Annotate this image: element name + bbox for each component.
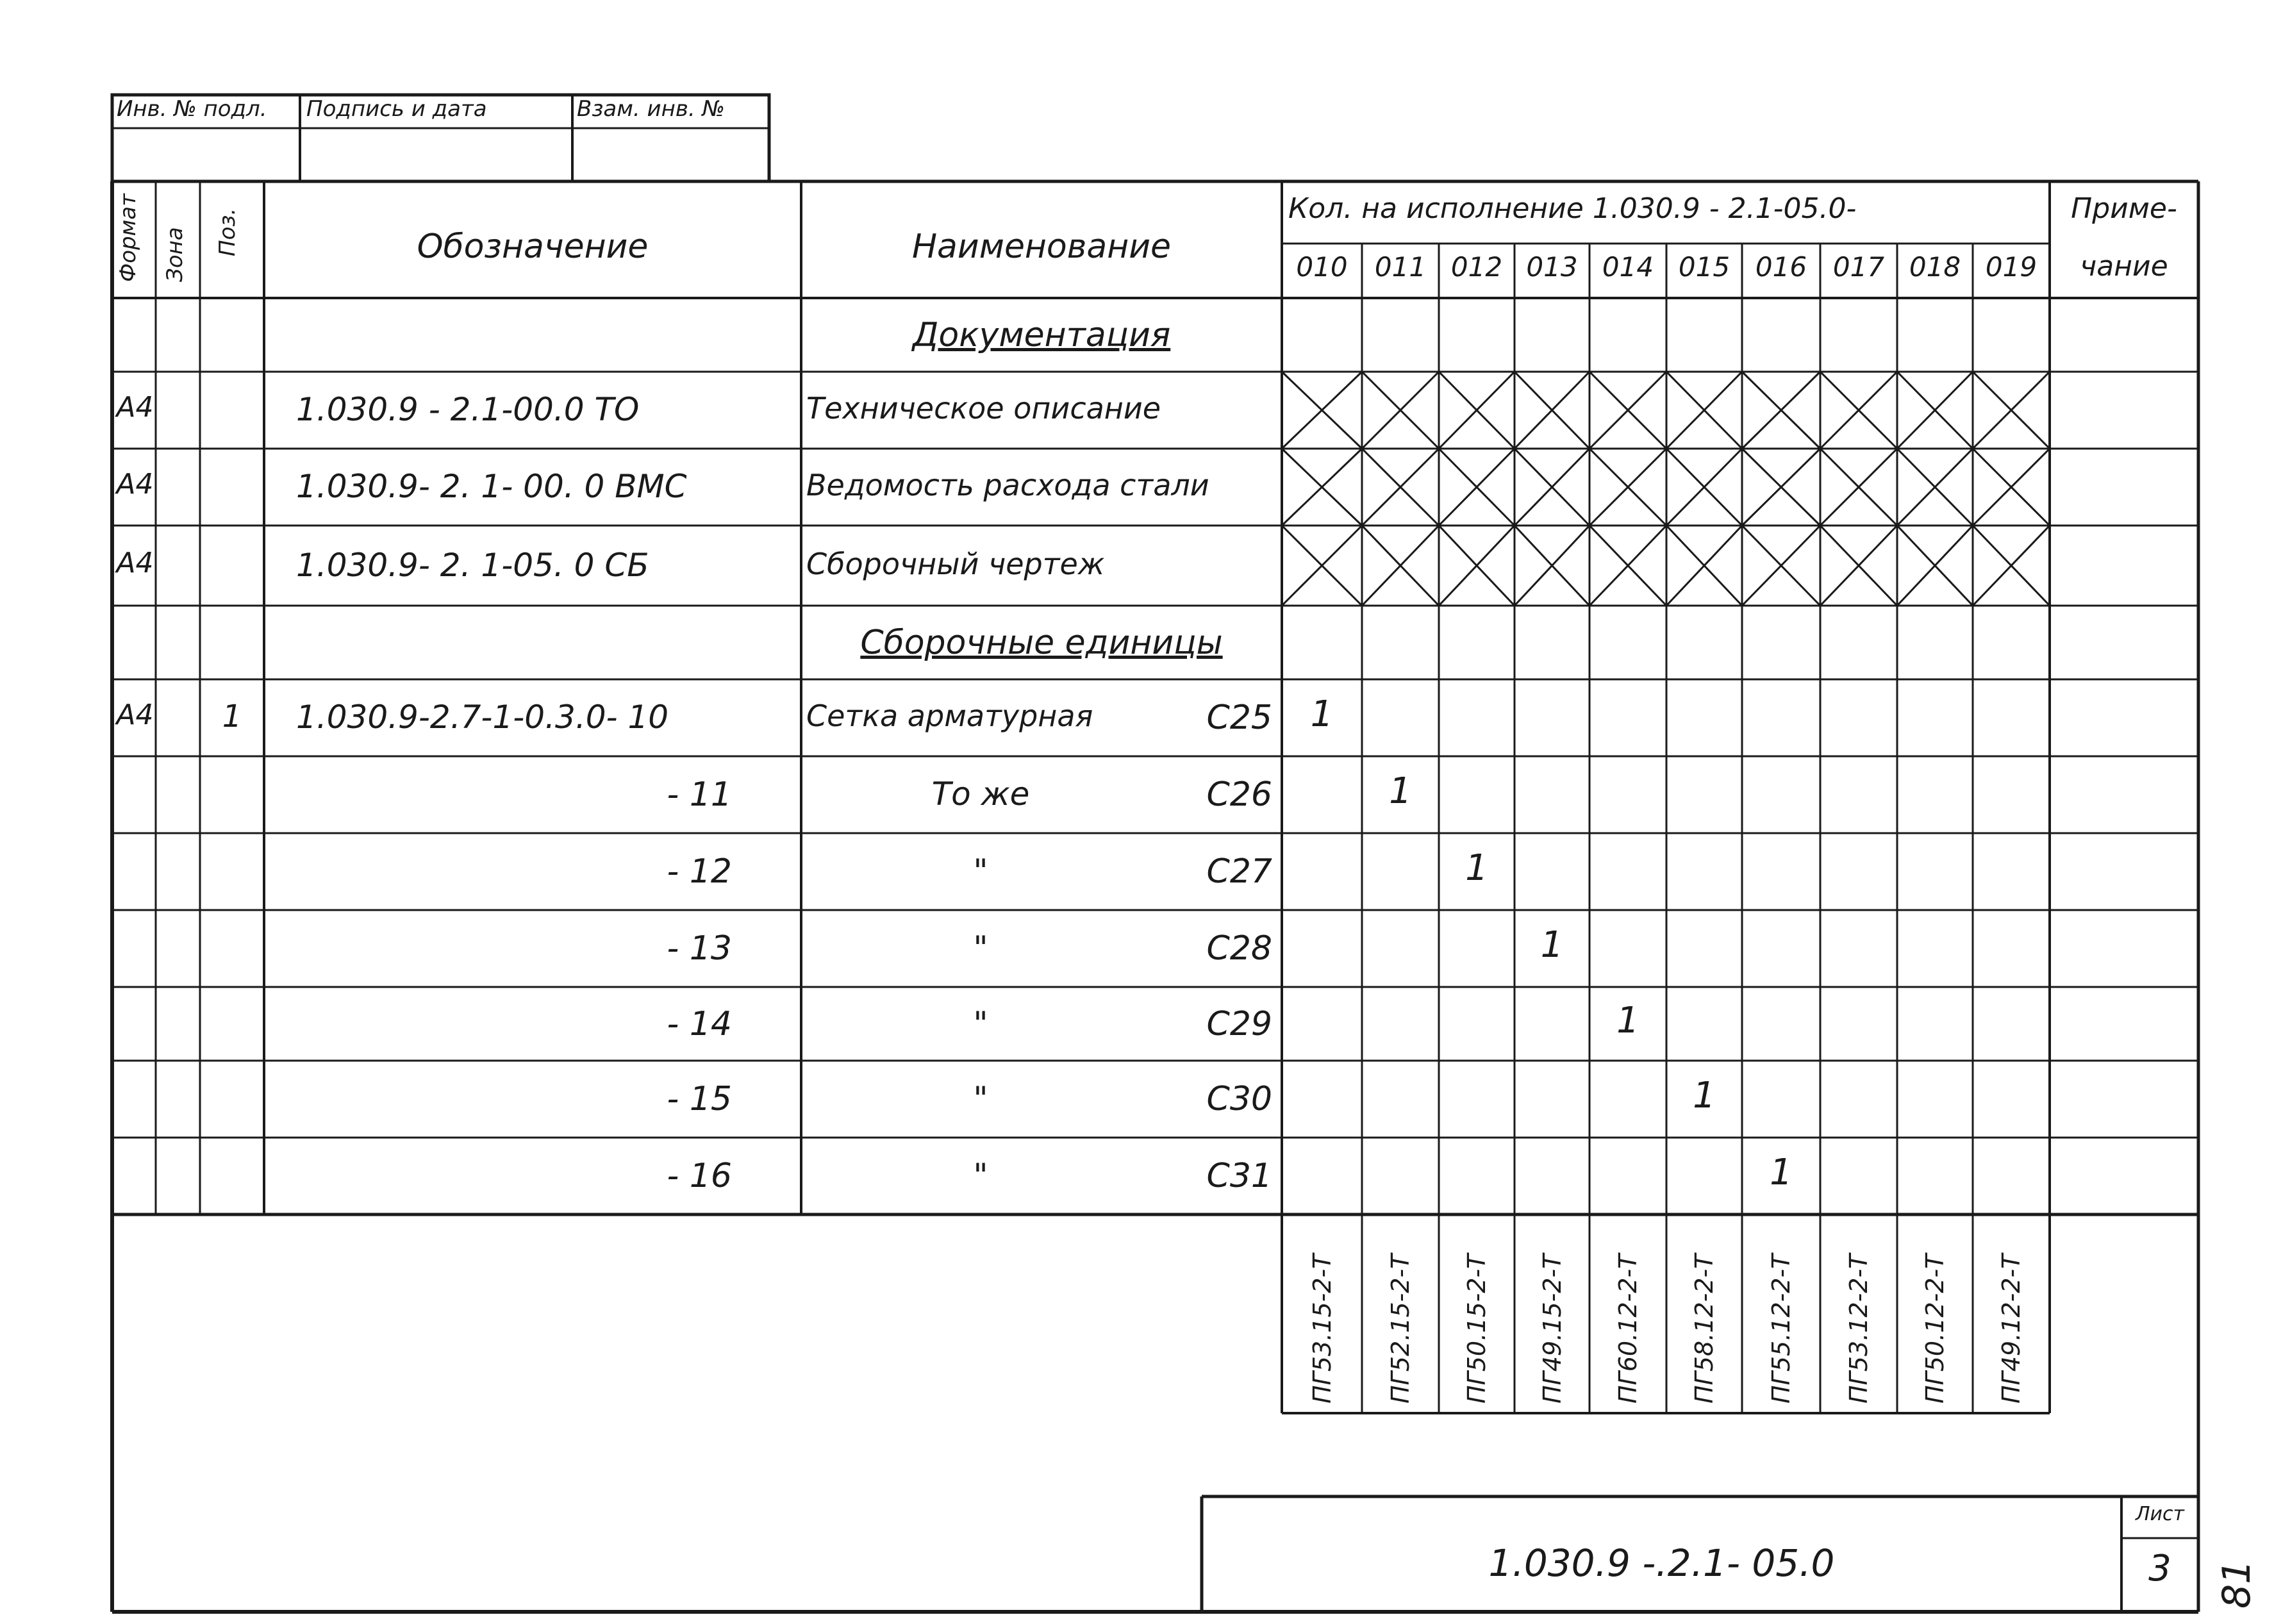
col-format-header: Формат [115,194,141,282]
row-designation: 1.030.9- 2. 1- 00. 0 ВМС [296,468,687,505]
row-name: " [973,929,988,966]
sheet-number: 3 [2148,1548,2171,1589]
qty-cell: 1 [1693,1075,1716,1116]
row-name: Ведомость расхода стали [806,468,1209,502]
row-designation: - 14 [667,1004,732,1043]
product-code: ПГ53.15-2-Т [1307,1254,1336,1404]
row-designation: 1.030.9- 2. 1-05. 0 СБ [296,546,649,584]
variant-header-017: 017 [1832,251,1885,283]
variant-header-014: 014 [1602,251,1654,283]
col-name-header: Наименование [911,228,1172,266]
qty-cell: 1 [1465,847,1488,889]
row-pos: 1 [222,699,242,734]
product-code: ПГ53.12-2-Т [1845,1254,1873,1404]
row-format: А4 [116,699,154,731]
row-code: С26 [1206,775,1272,814]
col-qty-header: Кол. на исполнение 1.030.9 - 2.1-05.0- [1288,192,1857,225]
row-code: С31 [1206,1157,1272,1195]
row-code: С27 [1206,852,1272,891]
qty-cell: 1 [1389,770,1412,812]
row-code: С29 [1206,1004,1272,1043]
section-heading: Документация [912,315,1171,354]
variant-header-015: 015 [1678,251,1730,283]
row-designation: - 15 [667,1080,732,1118]
row-name: " [973,1157,988,1194]
row-designation: - 16 [667,1157,732,1195]
qty-cell: 1 [1770,1152,1793,1193]
stamp-vzam-inv: Взам. инв. № [577,96,725,122]
row-code: С25 [1206,699,1272,737]
row-name: Сборочный чертеж [806,546,1105,581]
section-heading: Сборочные единицы [860,623,1223,662]
row-designation: - 13 [667,929,732,968]
doc-number: 1.030.9 -.2.1- 05.0 [1488,1541,1835,1585]
row-designation: - 11 [667,775,732,814]
product-code: ПГ50.15-2-Т [1463,1254,1491,1404]
row-code: С28 [1206,929,1272,968]
variant-header-018: 018 [1909,251,1961,283]
qty-cell: 1 [1616,999,1639,1041]
product-code: ПГ50.12-2-Т [1921,1254,1949,1404]
variant-header-011: 011 [1374,251,1427,283]
row-name: Техническое описание [806,391,1161,426]
row-code: С30 [1206,1080,1272,1118]
product-code: ПГ52.15-2-Т [1386,1254,1415,1404]
product-code: ПГ55.12-2-Т [1767,1254,1795,1404]
qty-cell: 1 [1310,693,1334,735]
variant-header-019: 019 [1985,251,2037,283]
row-designation: - 12 [667,852,732,891]
row-name: " [973,1080,988,1117]
qty-cell: 1 [1540,924,1564,966]
row-name: То же [931,775,1030,813]
product-code: ПГ60.12-2-Т [1614,1254,1642,1404]
row-format: А4 [116,546,154,579]
col-pos-header: Поз. [215,208,240,256]
col-zone-header: Зона [162,227,188,282]
variant-header-010: 010 [1296,251,1348,283]
variant-header-012: 012 [1450,251,1503,283]
stamp-sign-date: Подпись и дата [306,96,487,122]
product-code: ПГ58.12-2-Т [1690,1254,1718,1404]
variant-header-013: 013 [1526,251,1578,283]
col-designation-header: Обозначение [417,228,649,266]
sheet-label: Лист [2135,1503,2185,1525]
row-name: " [973,852,988,890]
product-code: ПГ49.12-2-Т [1997,1254,2025,1404]
stamp-inv-no: Инв. № подл. [117,96,267,122]
row-format: А4 [116,468,154,501]
col-note-header-2: чание [2080,250,2168,283]
row-designation: 1.030.9 - 2.1-00.0 ТО [296,391,640,428]
row-format: А4 [116,391,154,424]
product-code: ПГ49.15-2-Т [1538,1254,1566,1404]
col-note-header-1: Приме- [2071,192,2177,225]
variant-header-016: 016 [1755,251,1807,283]
row-designation: 1.030.9-2.7-1-0.3.0- 10 [296,699,669,736]
margin-number: 81 [2214,1559,2259,1609]
row-name: " [973,1004,988,1042]
row-name: Сетка арматурная [806,699,1093,733]
